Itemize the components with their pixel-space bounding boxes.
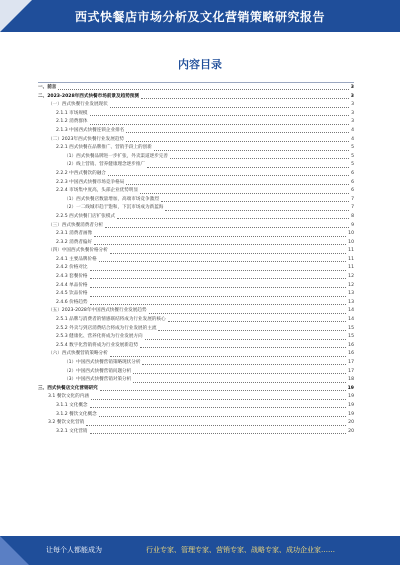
toc-entry[interactable]	[38, 411, 354, 420]
toc-entry-text: 一、前言	[38, 85, 57, 90]
toc-leader-dots	[86, 425, 346, 426]
toc-entry-text: （1）西式快餐品牌进一步扩张，外卖渠道逐步完善	[64, 153, 168, 159]
toc-entry-text: 2.5.2 外卖与到店消费结合将成为行业发展的主流	[56, 325, 157, 331]
toc-entry-text: 2.1.2 消费群体	[56, 119, 88, 125]
toc-entry-page: 19	[347, 385, 354, 391]
toc-entry[interactable]	[38, 333, 354, 342]
toc-entry-page: 19	[348, 402, 354, 408]
toc-entry[interactable]	[38, 239, 354, 248]
toc-divider	[38, 82, 354, 83]
toc-entry-text: 2.4.5 饮品价格	[56, 291, 88, 297]
toc-entry[interactable]	[38, 84, 354, 93]
toc-entry[interactable]	[38, 290, 354, 299]
toc-entry[interactable]	[38, 153, 354, 162]
toc-leader-dots	[94, 236, 346, 237]
toc-entry-text: 2.2.3 中国西式快餐市场竞争格局	[56, 179, 125, 185]
toc-entry[interactable]	[38, 118, 354, 127]
toc-entry-text: 3.1.2 餐饮文化概念	[56, 411, 97, 417]
toc-entry-page: 15	[348, 334, 354, 340]
toc-entry-page: 17	[348, 368, 354, 374]
toc-entry[interactable]	[38, 144, 354, 153]
toc-entry-page: 4	[351, 127, 354, 133]
toc-entry[interactable]	[38, 419, 354, 428]
toc-entry[interactable]	[38, 127, 354, 136]
toc-entry-page: 6	[351, 188, 354, 194]
toc-leader-dots	[142, 364, 346, 365]
toc-leader-dots	[145, 339, 346, 340]
toc-leader-dots	[91, 399, 346, 400]
toc-entry-text: 2.5.4 数字化营销将成为行业发展新趋势	[56, 342, 139, 348]
toc-entry-text: 2.2.2 中西式餐饮的融合	[56, 170, 106, 176]
toc-leader-dots	[133, 382, 346, 383]
toc-entry-text: （四）中国西式快餐价格分析	[48, 248, 108, 254]
toc-entry-text: 三、西式快餐店文化营销研究	[38, 385, 98, 391]
toc-leader-dots	[100, 390, 346, 391]
toc-entry-page: 13	[348, 299, 354, 305]
toc-entry-text: （六）西式快餐营销策略分析	[48, 351, 108, 357]
toc-entry-text: （2）一二线城市趋于饱和，下沉市场成为新蓝海	[64, 205, 164, 211]
toc-leader-dots	[99, 416, 346, 417]
toc-entry-page: 3	[351, 102, 354, 108]
toc-entry-page: 19	[348, 394, 354, 400]
toc-entry[interactable]	[38, 325, 354, 334]
toc-entry[interactable]	[38, 204, 354, 213]
footer-slogan-left: 让每个人都能成为	[46, 546, 102, 554]
toc-leader-dots	[141, 98, 349, 99]
toc-leader-dots	[117, 218, 349, 219]
toc-entry[interactable]	[38, 170, 354, 179]
toc-entry[interactable]	[38, 316, 354, 325]
toc-leader-dots	[90, 304, 347, 305]
toc-leader-dots	[90, 407, 347, 408]
toc-entry-page: 6	[351, 179, 354, 185]
toc-entry[interactable]	[38, 110, 354, 119]
toc-leader-dots	[110, 253, 346, 254]
toc-leader-dots	[149, 313, 347, 314]
toc-leader-dots	[147, 167, 349, 168]
toc-leader-dots	[108, 175, 349, 176]
toc-entry[interactable]	[38, 93, 354, 102]
toc-entry[interactable]	[38, 393, 354, 402]
toc-entry[interactable]	[38, 299, 354, 308]
toc-entry-page: 15	[348, 325, 354, 331]
toc-leader-dots	[161, 201, 349, 202]
toc-entry-page: 4	[351, 136, 354, 142]
toc-entry-page: 20	[348, 428, 354, 434]
toc-entry[interactable]	[38, 101, 354, 110]
toc-leader-dots	[90, 270, 347, 271]
toc-entry-text: 2.5.3 健康化、营养化将成为行业发展方向	[56, 334, 143, 340]
toc-entry-text: （2）中国西式快餐营销问题分析	[64, 368, 132, 374]
toc-leader-dots	[126, 132, 349, 133]
toc-entry-page: 20	[348, 420, 354, 426]
toc-entry[interactable]	[38, 307, 354, 316]
toc-entry-text: 2.2.1 西式快餐在品牌推广、营销手段上的创新	[56, 145, 152, 151]
toc-entry-text: 2.4.1 主要品牌价格	[56, 256, 97, 262]
page-header	[0, 0, 400, 32]
toc-leader-dots	[90, 115, 350, 116]
toc-entry-text: 2.3.2 消费者偏好	[56, 239, 93, 245]
toc-entry-page: 7	[351, 205, 354, 211]
toc-entry-text: 二、2023-2028年西式快餐市场前景及趋势预测	[38, 93, 139, 99]
toc-entry-page: 16	[348, 342, 354, 348]
toc-entry[interactable]	[38, 196, 354, 205]
toc-entry-page: 12	[348, 274, 354, 280]
toc-leader-dots	[170, 158, 349, 159]
footer-corner-decoration	[0, 536, 29, 565]
toc-entry-text: 2.4.6 价格趋势	[56, 299, 88, 305]
toc-entry-page: 18	[348, 377, 354, 383]
toc-entry-text: 2.2.5 西式快餐门店扩张模式	[56, 213, 116, 219]
toc-entry[interactable]	[38, 136, 354, 145]
toc-entry-text: 3.2 餐饮文化营销	[48, 420, 85, 426]
toc-entry-page: 3	[350, 93, 354, 99]
toc-entry[interactable]	[38, 350, 354, 359]
toc-entry[interactable]	[38, 342, 354, 351]
toc-entry[interactable]	[38, 428, 354, 437]
toc-entry-page: 11	[348, 265, 354, 271]
toc-entry-text: （2）线上营销、营养健康理念逐步推广	[64, 162, 146, 168]
toc-leader-dots	[168, 321, 347, 322]
toc-entry-text: 2.2.4 市场集中度高，头部企业优势明显	[56, 188, 139, 194]
toc-entry[interactable]	[38, 230, 354, 239]
toc-leader-dots	[110, 356, 346, 357]
toc-entry-text: （五）2023-2028年中国西式快餐行业发展趋势	[48, 308, 147, 314]
toc-entry[interactable]	[38, 222, 354, 231]
toc-entry-text: （二）2023年西式快餐行业发展趋势	[48, 136, 125, 142]
toc-entry[interactable]	[38, 368, 354, 377]
toc-entry-text: 2.5.1 品牌与消费者的情感联结将成为行业发展的核心	[56, 317, 166, 323]
toc-entry-page: 5	[351, 153, 354, 159]
toc-entry-page: 17	[348, 360, 354, 365]
toc-leader-dots	[90, 296, 347, 297]
toc-leader-dots	[158, 330, 346, 331]
toc-leader-dots	[140, 347, 346, 348]
toc-entry-page: 8	[351, 213, 354, 219]
toc-entry[interactable]	[38, 376, 354, 385]
toc-leader-dots	[90, 433, 347, 434]
toc-entry[interactable]	[38, 273, 354, 282]
toc-entry-text: 2.4.3 套餐价格	[56, 274, 88, 280]
toc-entry[interactable]	[38, 256, 354, 265]
toc-entry-text: 3.1 餐饮文化的内涵	[48, 394, 89, 400]
toc-entry[interactable]	[38, 213, 354, 222]
toc-leader-dots	[90, 287, 347, 288]
toc-entry-page: 3	[351, 110, 354, 116]
toc-entry-text: 2.1.1 市场规模	[56, 110, 88, 116]
toc-entry-page: 11	[348, 248, 354, 254]
toc-entry-text: （1）中国西式快餐营销策略现状分析	[64, 360, 141, 365]
toc-entry-text: 3.2.1 文化营销	[56, 428, 88, 434]
toc-entry[interactable]	[38, 179, 354, 188]
footer-slogan-right: 行业专家、管理专家、营销专家、战略专家、成功企业家……	[146, 546, 335, 554]
toc-leader-dots	[105, 227, 349, 228]
toc-entry-page: 13	[348, 291, 354, 297]
toc-entry-page: 14	[348, 308, 354, 314]
toc-entry-page: 3	[351, 119, 354, 125]
toc-leader-dots	[154, 150, 349, 151]
toc-leader-dots	[133, 373, 346, 374]
toc-entry-text: （三）西式快餐消费者分析	[48, 222, 104, 228]
toc-leader-dots	[99, 261, 346, 262]
toc-entry[interactable]	[38, 359, 354, 368]
toc-leader-dots	[165, 210, 349, 211]
toc-entry-page: 5	[351, 162, 354, 168]
toc-entry[interactable]	[38, 247, 354, 256]
toc-heading: 内容目录	[178, 58, 222, 71]
toc-entry-page: 10	[348, 231, 354, 237]
toc-entry-page: 12	[348, 282, 354, 288]
toc-entry-page: 14	[348, 317, 354, 323]
toc-entry[interactable]	[38, 282, 354, 291]
toc-entry-text: 2.4.4 单品价格	[56, 282, 88, 288]
toc-leader-dots	[140, 193, 349, 194]
toc-entry-text: 2.3.1 消费者画像	[56, 231, 93, 237]
page-footer	[0, 536, 400, 565]
toc-entry-page: 19	[348, 411, 354, 417]
toc-entry[interactable]	[38, 385, 354, 394]
toc-entry-page: 16	[348, 351, 354, 357]
toc-leader-dots	[110, 107, 349, 108]
toc-leader-dots	[94, 244, 346, 245]
toc-entry[interactable]	[38, 402, 354, 411]
toc-entry[interactable]	[38, 161, 354, 170]
toc-entry-page: 6	[351, 170, 354, 176]
toc-entry-page: 11	[348, 256, 354, 262]
toc-entry[interactable]	[38, 264, 354, 273]
toc-leader-dots	[90, 278, 347, 279]
table-of-contents	[38, 84, 354, 436]
toc-entry-text: 2.4.2 价格对比	[56, 265, 88, 271]
toc-entry-text: 2.1.3 中国西式快餐连锁企业排名	[56, 127, 125, 133]
toc-entry-page: 3	[350, 85, 354, 90]
toc-leader-dots	[90, 124, 350, 125]
toc-entry-page: 9	[351, 222, 354, 228]
toc-entry-text: 3.1.1 文化概念	[56, 402, 88, 408]
toc-entry-page: 5	[351, 145, 354, 151]
toc-leader-dots	[58, 89, 348, 90]
toc-leader-dots	[126, 184, 349, 185]
toc-entry[interactable]	[38, 187, 354, 196]
toc-entry-page: 7	[351, 196, 354, 202]
toc-entry-page: 10	[348, 239, 354, 245]
toc-entry-text: （1）西式快餐店数量增加，高端市场竞争激烈	[64, 196, 159, 202]
toc-leader-dots	[126, 141, 349, 142]
report-title: 西式快餐店市场分析及文化营销策略研究报告	[74, 10, 325, 24]
toc-entry-text: （一）西式快餐行业发展现状	[48, 102, 108, 108]
toc-entry-text: （3）中国西式快餐营销对策分析	[64, 377, 132, 383]
